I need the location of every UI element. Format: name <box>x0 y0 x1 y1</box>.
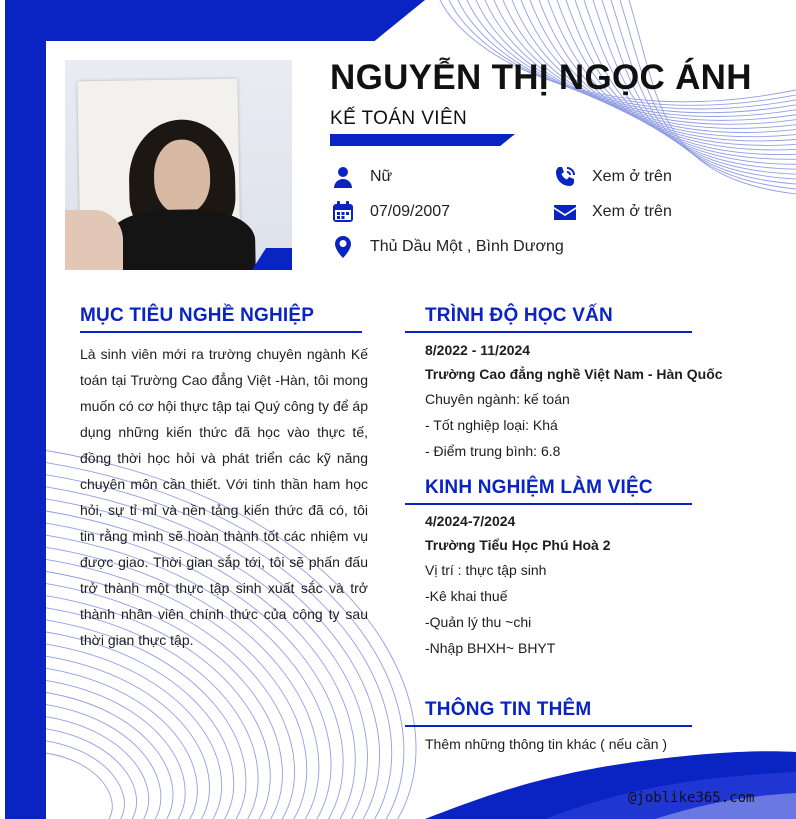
experience-title: KINH NGHIỆM LÀM VIỆC <box>425 477 653 498</box>
contact-birthday <box>330 199 450 225</box>
education-line: - Tốt nghiệp loại: Khá <box>425 417 558 433</box>
education-entry <box>425 338 723 464</box>
experience-line: -Quản lý thu ~chi <box>425 614 532 630</box>
phone-value: Xem ở trên <box>592 168 672 185</box>
gender-value: Nữ <box>370 168 393 185</box>
contact-phone <box>552 164 672 190</box>
frame-top-bar <box>5 0 425 41</box>
objective-underline <box>80 331 362 333</box>
experience-line: -Nhập BHXH~ BHYT <box>425 640 556 656</box>
objective-title: MỤC TIÊU NGHỀ NGHIỆP <box>80 305 315 326</box>
person-icon <box>330 164 356 190</box>
birthday-value: 07/09/2007 <box>370 203 451 220</box>
frame-left-bar <box>5 0 46 819</box>
contact-email <box>552 199 672 225</box>
objective-text: Là sinh viên mới ra trường chuyên ngành Kế toán tại Trường Cao đẳng Việt -Hàn, tôi mong muốn có cơ hội thực tập tại Quý công ty để áp dụng những kiến thức đã học vào thực tế, đồng thời học hỏi và phát triển các kỹ năng chuyên môn cần thiết. Với tinh thần ham học hỏi, sự tỉ mỉ và nền tảng kiến thức đã có, tôi tin rằng mình sẽ hoàn thành tốt các nhiệm vụ được giao. Thời gian sắp tới, tôi sẽ phấn đấu trở thành một thực tập sinh xuất sắc và trở thành nhân viên chính thức của công ty sau thời gian thực tập. <box>80 346 368 648</box>
education-date: 8/2022 - 11/2024 <box>425 342 531 358</box>
phone-icon <box>552 164 578 190</box>
experience-line: Vị trí : thực tập sinh <box>425 562 547 578</box>
location-pin-icon <box>330 234 356 260</box>
experience-underline <box>405 503 692 505</box>
envelope-icon <box>552 199 578 225</box>
title-underline <box>330 134 515 146</box>
candidate-name: NGUYỄN THỊ NGỌC ÁNH <box>330 58 752 97</box>
education-title: TRÌNH ĐỘ HỌC VẤN <box>425 305 613 326</box>
education-school: Trường Cao đẳng nghề Việt Nam - Hàn Quốc <box>425 366 723 382</box>
experience-company: Trường Tiểu Học Phú Hoà 2 <box>425 537 611 553</box>
job-title: KẾ TOÁN VIÊN <box>330 108 468 129</box>
address-value: Thủ Dầu Một , Bình Dương <box>370 238 564 255</box>
experience-date: 4/2024-7/2024 <box>425 513 516 529</box>
experience-entry <box>425 509 611 661</box>
footer-watermark: @joblike365.com <box>628 790 755 806</box>
education-line: - Điểm trung bình: 6.8 <box>425 443 561 459</box>
contact-address <box>330 234 564 260</box>
email-value: Xem ở trên <box>592 203 672 220</box>
education-line: Chuyên ngành: kế toán <box>425 391 570 407</box>
extra-underline <box>405 725 692 727</box>
calendar-icon <box>330 199 356 225</box>
extra-title: THÔNG TIN THÊM <box>425 699 592 720</box>
education-underline <box>405 331 692 333</box>
bottom-right-wave <box>425 748 796 819</box>
experience-line: -Kê khai thuế <box>425 588 508 604</box>
contact-gender <box>330 164 392 190</box>
extra-text: Thêm những thông tin khác ( nếu cần ) <box>425 736 668 752</box>
profile-photo <box>65 60 292 270</box>
